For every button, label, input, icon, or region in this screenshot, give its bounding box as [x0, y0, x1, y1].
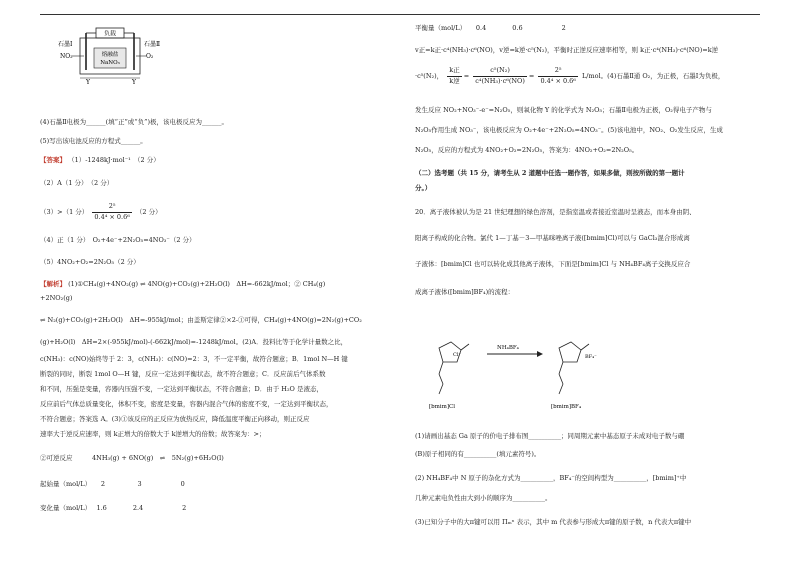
q20-line-2: 阳离子构成的化合物。氯代 1—丁基－3—甲基咪唑离子液([bmim]Cl)可以与 GaCl₃混合形成离	[415, 234, 690, 242]
bmim-cl-label: [bmim]Cl	[429, 404, 455, 410]
electrochemical-cell-diagram	[56, 26, 166, 84]
analysis-line-9: 不符合题意；答案选 A。(3)①该反应的正反应为放热反应，降低温度平衡正向移动，则正反应	[40, 415, 310, 423]
equilibrium-table-head: ②可逆反应 4NH₃(g) + 6NO(g) ⇌ 5N₂(g)+6H₂O(l)	[40, 454, 224, 462]
q20-line-1: 20．离子液体被认为是 21 世纪理想的绿色溶剂，是指室温或者接近室温时呈液态，而本身由阴、	[415, 208, 696, 216]
analysis-line-3: ⇌ N₂(g)+CO₂(g)+2H₂O(l) ΔH=-955kJ/mol；由盖斯定律②×2-①可得，CH₄(g)+4NO(g)=2N₂(g)+CO₂	[40, 316, 362, 324]
equilibrium-table-row-start: 起始量（mol/L） 2 3 0	[40, 480, 185, 488]
q20-line-4: 成离子液体([bmim]BF₄)的流程：	[415, 288, 515, 296]
subquestion-1: (1)请画出基态 Ga 原子的价电子排布图__________；同周期元素中基态原子未成对电子数与硼	[415, 432, 685, 440]
analysis-line-10: 速率大于逆反应速率，则 k正增大的倍数大于 k逆增大的倍数；故答案为：>；	[40, 430, 266, 438]
analysis-line-1: (1)①CH₄(g)+4NO₂(g) ⇌ 4NO(g)+CO₂(g)+2H₂O(l) ΔH=-662kJ/mol；② CH₄(g)	[68, 280, 326, 288]
svg-text:熔融盐: 熔融盐	[101, 52, 119, 58]
svg-text:Cl⁻: Cl⁻	[453, 352, 462, 358]
svg-text:石墨Ⅱ: 石墨Ⅱ	[144, 41, 161, 48]
equilibrium-table-row-change: 变化量（mol/L） 1.6 2.4 2	[40, 504, 187, 512]
svg-text:NO₂: NO₂	[60, 53, 73, 60]
analysis-right-3: 发生反应 NO₂+NO₃⁻-e⁻=N₂O₅，则氧化物 Y 的化学式为 N₂O₅；石墨Ⅱ电极为正极，O₂得电子产物与	[415, 106, 712, 114]
analysis-right-4: N₂O₅作用生成 NO₃⁻，该电极反应为 O₂+4e⁻+2N₂O₅=4NO₃⁻。(5)该电池中，NO₂、O₂发生反应，生成	[415, 126, 723, 134]
rate-expression: v正=k正·c⁴(NH₃)·c⁶(NO)，v逆=k逆·c⁵(N₂)，平衡时正逆反应速率相等，则 k正·c⁴(NH₃)·c⁶(NO)=k逆	[415, 46, 719, 54]
svg-text:O₂: O₂	[146, 53, 154, 60]
svg-text:NaNO₃: NaNO₃	[100, 60, 120, 66]
analysis-tag: 【解析】	[40, 280, 66, 288]
load-label: 负载	[103, 30, 117, 38]
analysis-line-8: 反应前后气体总质量变化，体积不变，密度是变量，容器内混合气体的密度不变，一定达到平衡状态，	[40, 400, 333, 408]
answer-1: （1）-1248kJ·mol⁻¹ （2 分）	[68, 156, 160, 164]
ion-exchange-scheme	[425, 334, 625, 412]
bmim-bf4-label: [bmim]BF₄	[551, 404, 582, 410]
analysis-right-5: N₂O₅，反应的方程式为 4NO₂+O₂=2N₂O₅，答案为：4NO₂+O₂=2N₂O₅。	[415, 146, 639, 154]
header-rule	[40, 14, 760, 15]
svg-text:Y: Y	[132, 79, 136, 84]
analysis-line-4: (g)+H₂O(l) ΔH=2×(-955kJ/mol)-(-662kJ/mol)=-1248kJ/mol。(2)A．投料比等于化学计量数之比，	[40, 338, 348, 346]
analysis-line-2: +2NO₂(g)	[40, 294, 73, 302]
subquestion-3: (3)已知分子中的大π键可以用 Πₘⁿ 表示，其中 m 代表参与形成大π键的原子数，n 代表大π键中	[415, 518, 692, 526]
subquestion-2b: 几种元素电负性由大到小的顺序为__________。	[415, 494, 552, 502]
q20-line-3: 子液体：[bmim]Cl 也可以转化成其他离子液体，下面是[bmim]Cl 与 NH₄BF₄离子交换反应合	[415, 260, 691, 268]
answer-3: （3）>（1 分） $\frac{\text{2⁵}}{\text{0.4⁴ × 0.6⁶}}$ （2 分）	[40, 202, 162, 221]
equilibrium-table-row-final: 平衡量（mol/L） 0.4 0.6 2	[415, 24, 566, 32]
section-title-cont: 分。）	[415, 184, 432, 192]
question-5: (5)写出该电池反应的方程式______。	[40, 137, 147, 145]
question-4: (4)石墨Ⅱ电极为______(填“正”或“负”)极，该电极反应为______。	[40, 118, 228, 126]
answer-2: （2）A（1 分） （2 分）	[40, 179, 114, 187]
analysis-line-7: 和不同，压强是变量，容器内压强不变，一定达到平衡状态，不符合题意；D．由于 H₂O 是液态，	[40, 385, 323, 393]
answer-5: （5）4NO₂+O₂=2N₂O₅（2 分）	[40, 258, 140, 266]
analysis-line-5: c(NH₃)：c(NO)始终等于 2：3，c(NH₃)：c(NO)=2：3，不一定平衡，故符合题意；B．1mol N—H 键	[40, 355, 348, 363]
svg-text:石墨Ⅰ: 石墨Ⅰ	[58, 41, 73, 48]
subquestion-2: (2) NH₄BF₄中 N 原子的杂化方式为__________，BF₄⁻的空间构型为__________，[bmim]⁺中	[415, 474, 687, 482]
section-title: （二）选考题（共 15 分，请考生从 2 道题中任选一题作答，如果多做，则按所做的第一题计	[415, 169, 685, 177]
analysis-line-6: 断裂的同时，断裂 1mol O—H 键，反应一定达到平衡状态，故不符合题意；C．反应前后气体系数	[40, 370, 326, 378]
reagent-label: NH₄BF₄	[497, 345, 519, 351]
answer-4: （4）正（1 分） O₂+4e⁻+2N₂O₅=4NO₃⁻（2 分）	[40, 236, 196, 244]
rate-constant-ratio: ·c⁵(N₂)， $\frac{\text{k正}}{\text{k逆}}$ = $\frac{\text{c⁵(N₂)}}{\text{c⁴(NH₃)·c⁶(NO)}}$ = $\frac{\text{2⁵}}{\text{0.4⁴ × 0.6⁶}}$ L/mol。(4)石墨Ⅱ通 O₂，为正极，石墨Ⅰ为负极，	[415, 66, 725, 85]
svg-text:Y: Y	[86, 79, 90, 84]
subquestion-1b: (B)原子相同的有__________(填元素符号)。	[415, 450, 541, 458]
answer-tag: 【答案】	[40, 156, 66, 164]
svg-text:BF₄⁻: BF₄⁻	[585, 354, 597, 360]
